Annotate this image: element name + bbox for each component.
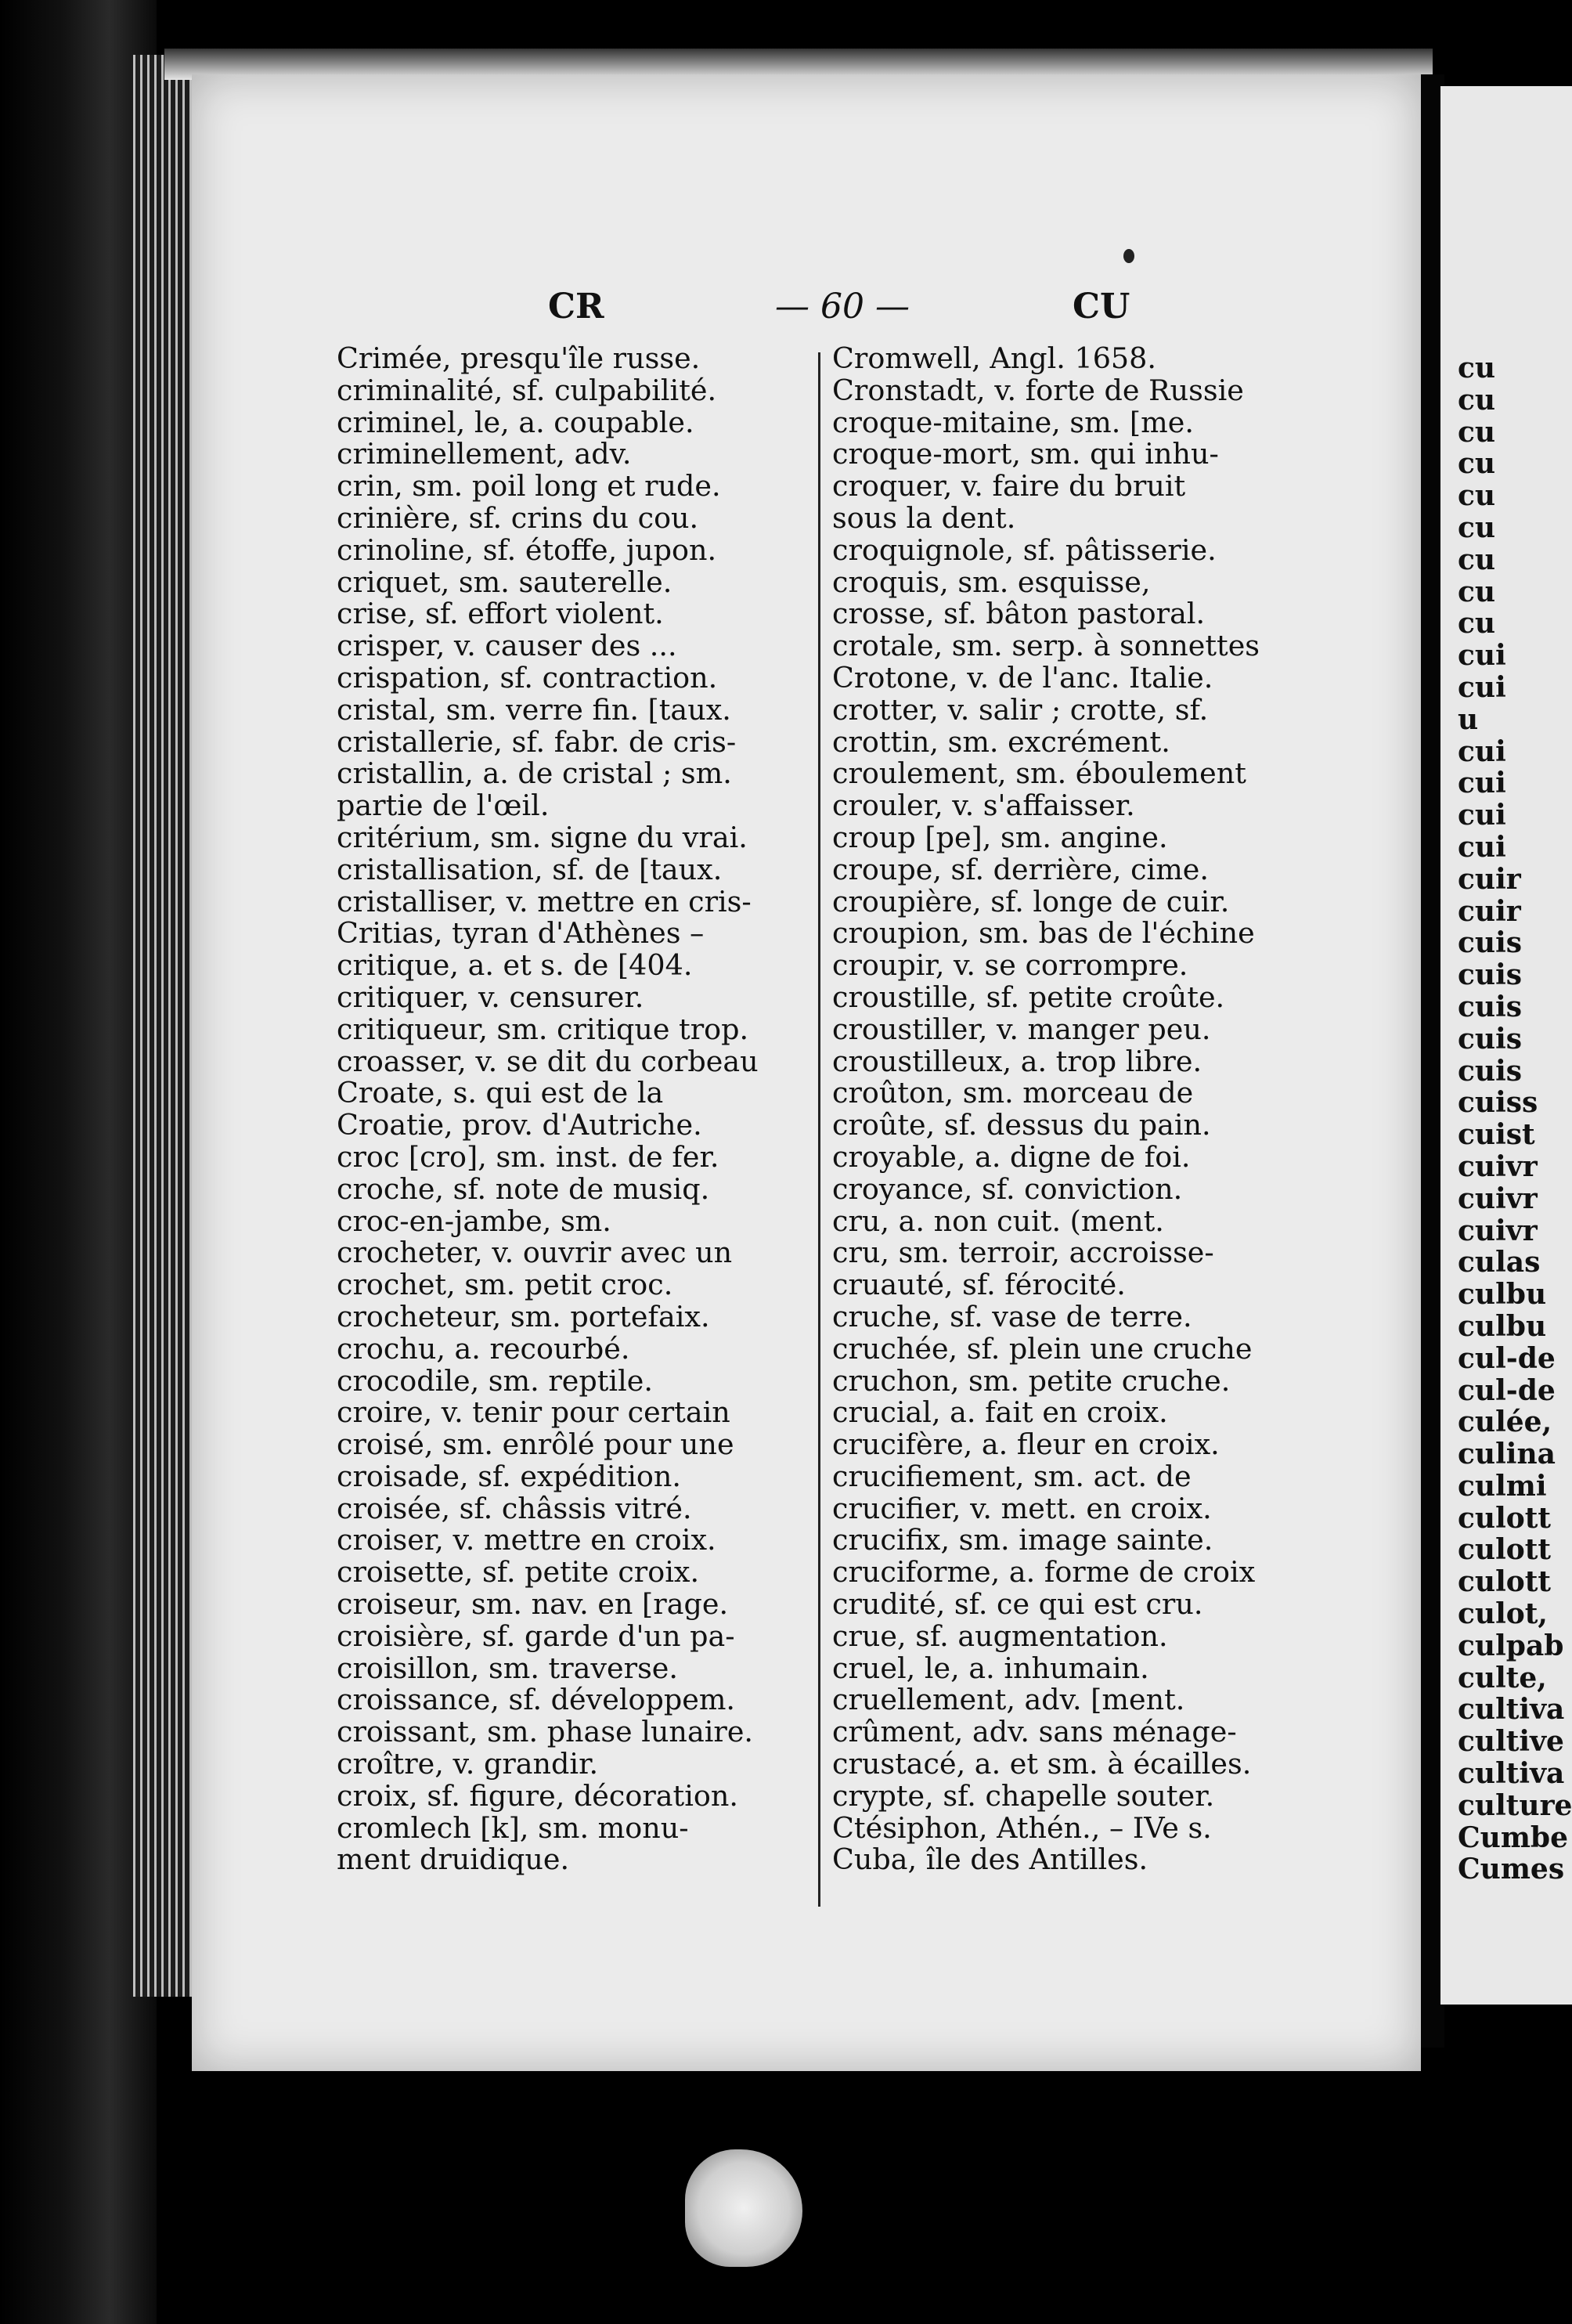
next-page-fragment: culmi [1458, 1469, 1547, 1503]
next-page-fragment: u [1458, 702, 1479, 736]
dictionary-entry: croquis, sm. esquisse, [832, 565, 1151, 599]
dictionary-entry: Croatie, prov. d'Autriche. [337, 1108, 702, 1142]
dictionary-entry: partie de l'œil. [337, 788, 550, 823]
next-page-fragment: cui [1458, 734, 1506, 768]
dictionary-entry: Ctésiphon, Athén., – IVe s. [832, 1810, 1212, 1845]
dictionary-entry: cristalliser, v. mettre en cris- [337, 884, 752, 918]
next-page-fragment: culpab [1458, 1629, 1564, 1662]
dictionary-entry: croc-en-jambe, sm. [337, 1204, 611, 1238]
next-page-fragment: cui [1458, 799, 1506, 832]
dictionary-entry: croissance, sf. développem. [337, 1683, 736, 1717]
dictionary-entry: Critias, tyran d'Athènes – [337, 916, 705, 951]
dictionary-entry: croulement, sm. éboulement [832, 756, 1246, 791]
dictionary-entry: crypte, sf. chapelle souter. [832, 1778, 1215, 1813]
dictionary-entry: crinoline, sf. étoffe, jupon. [337, 532, 717, 567]
dictionary-entry: croix, sf. figure, décoration. [337, 1778, 738, 1813]
next-page-fragment: cuir [1458, 894, 1521, 928]
dictionary-entry: croque-mitaine, sm. [me. [832, 405, 1194, 439]
next-page-edge [1440, 86, 1572, 2005]
dictionary-entry: croustille, sf. petite croûte. [832, 980, 1225, 1014]
dictionary-entry: critiqueur, sm. critique trop. [337, 1012, 749, 1046]
dictionary-entry: crise, sf. effort violent. [337, 597, 664, 631]
next-page-fragment: culas [1458, 1246, 1541, 1279]
dictionary-entry: croc [cro], sm. inst. de fer. [337, 1139, 719, 1174]
dictionary-entry: crocheteur, sm. portefaix. [337, 1299, 710, 1333]
dictionary-entry: cruellement, adv. [ment. [832, 1683, 1185, 1717]
dictionary-entry: criminellement, adv. [337, 437, 632, 471]
next-page-fragment: cultiva [1458, 1757, 1565, 1791]
dictionary-entry: croisade, sf. expédition. [337, 1459, 681, 1493]
dictionary-entry: croupion, sm. bas de l'échine [832, 916, 1255, 951]
next-page-fragment: cu [1458, 479, 1496, 513]
dictionary-entry: croupir, v. se corrompre. [832, 948, 1188, 983]
dictionary-entry: cruel, le, a. inhumain. [832, 1651, 1149, 1685]
dictionary-entry: criminalité, sf. culpabilité. [337, 373, 717, 407]
next-page-fragment: cu [1458, 575, 1496, 608]
dictionary-entry: cruchon, sm. petite cruche. [832, 1363, 1231, 1398]
dictionary-entry: cristallisation, sf. de [taux. [337, 852, 723, 886]
dictionary-entry: cruciforme, a. forme de croix [832, 1555, 1256, 1590]
dictionary-entry: cru, a. non cuit. (ment. [832, 1204, 1164, 1238]
next-page-fragment: cultiva [1458, 1693, 1565, 1727]
page-number: — 60 — [775, 287, 910, 327]
next-page-fragment: cuiss [1458, 1086, 1538, 1120]
next-page-fragment: cuivr [1458, 1182, 1538, 1215]
next-page-fragment: cuis [1458, 990, 1523, 1023]
next-page-fragment: culot, [1458, 1597, 1548, 1631]
dictionary-entry: croûte, sf. dessus du pain. [832, 1108, 1211, 1142]
next-page-fragment: cuivr [1458, 1149, 1538, 1183]
dictionary-entry: Crimée, presqu'île russe. [337, 341, 701, 375]
left-column [337, 343, 814, 1876]
dictionary-entry: cruauté, sf. férocité. [832, 1268, 1126, 1302]
guide-word-left: CR [548, 287, 604, 327]
right-column [832, 343, 1302, 1876]
next-page-fragment: cui [1458, 639, 1506, 673]
dictionary-entry: critiquer, v. censurer. [337, 980, 644, 1014]
dictionary-entry: cromlech [k], sm. monu- [337, 1810, 689, 1845]
next-page-fragment: cu [1458, 383, 1496, 417]
next-page-fragment: cultive [1458, 1725, 1564, 1759]
next-page-fragment: culbu [1458, 1278, 1547, 1312]
dictionary-entry: crottin, sm. excrément. [832, 724, 1170, 759]
dictionary-entry: croissant, sm. phase lunaire. [337, 1715, 754, 1749]
next-page-fragment: culina [1458, 1438, 1556, 1471]
dictionary-entry: croisé, sm. enrôlé pour une [337, 1427, 734, 1462]
dictionary-entry: croyance, sf. conviction. [832, 1171, 1183, 1206]
next-page-fragment: cu [1458, 543, 1496, 576]
guide-word-right: CU [1073, 287, 1130, 327]
next-page-fragment: cuis [1458, 926, 1523, 960]
dictionary-entry: cruchée, sf. plein une cruche [832, 1331, 1253, 1366]
dictionary-entry: crosse, sf. bâton pastoral. [832, 597, 1206, 631]
dictionary-entry: croupe, sf. derrière, cime. [832, 852, 1210, 886]
dictionary-entry: crûment, adv. sans ménage- [832, 1715, 1237, 1749]
dictionary-entry: croque-mort, sm. qui inhu- [832, 437, 1219, 471]
dictionary-entry: croisière, sf. garde d'un pa- [337, 1618, 735, 1653]
dictionary-entry: croasser, v. se dit du corbeau [337, 1044, 759, 1078]
dictionary-entry: cristallerie, sf. fabr. de cris- [337, 724, 737, 759]
dictionary-entry: crucifix, sm. image sainte. [832, 1523, 1213, 1557]
next-page-fragment: cui [1458, 670, 1506, 704]
next-page-fragment: culott [1458, 1533, 1552, 1567]
dictionary-entry: cristal, sm. verre fin. [taux. [337, 692, 731, 727]
next-page-fragment: cuis [1458, 1054, 1523, 1088]
next-page-fragment: culott [1458, 1501, 1552, 1535]
dictionary-entry: crocheter, v. ouvrir avec un [337, 1236, 733, 1270]
dictionary-entry: cruche, sf. vase de terre. [832, 1299, 1192, 1333]
dictionary-entry: croustiller, v. manger peu. [832, 1012, 1211, 1046]
dictionary-entry: critique, a. et s. de [404. [337, 948, 693, 983]
dictionary-entry: croisette, sf. petite croix. [337, 1555, 700, 1590]
dictionary-entry: ment druidique. [337, 1842, 570, 1877]
dictionary-entry: croiseur, sm. nav. en [rage. [337, 1587, 729, 1622]
dictionary-entry: Crotone, v. de l'anc. Italie. [832, 660, 1213, 695]
dictionary-entry: croître, v. grandir. [337, 1747, 599, 1781]
next-page-fragment: cui [1458, 767, 1506, 800]
next-page-fragment: culture [1458, 1788, 1572, 1822]
dictionary-entry: crochet, sm. petit croc. [337, 1268, 673, 1302]
dictionary-entry: Croate, s. qui est de la [337, 1076, 664, 1110]
dictionary-entry: croquignole, sf. pâtisserie. [832, 532, 1217, 567]
next-page-fragment: cul-de [1458, 1341, 1556, 1375]
dictionary-entry: croyable, a. digne de foi. [832, 1139, 1191, 1174]
next-page-fragment: cu [1458, 352, 1496, 384]
next-page-fragment: cu [1458, 511, 1496, 544]
dictionary-entry: crochu, a. recourbé. [337, 1331, 630, 1366]
dictionary-entry: crucifiement, sm. act. de [832, 1459, 1192, 1493]
next-page-fragment: cuis [1458, 958, 1523, 992]
next-page-fragment: cu [1458, 447, 1496, 481]
next-page-fragment: cu [1458, 415, 1496, 449]
dictionary-entry: critérium, sm. signe du vrai. [337, 820, 748, 854]
dictionary-entry: croupière, sf. longe de cuir. [832, 884, 1230, 918]
dictionary-entry: crotter, v. salir ; crotte, sf. [832, 692, 1209, 727]
next-page-fragment: culée, [1458, 1406, 1552, 1439]
dictionary-entry: croire, v. tenir pour certain [337, 1395, 730, 1430]
dictionary-entry: crustacé, a. et sm. à écailles. [832, 1747, 1252, 1781]
next-page-fragment: Cumbe [1458, 1821, 1568, 1854]
dictionary-entry: crucial, a. fait en croix. [832, 1395, 1168, 1430]
ink-spot [1123, 249, 1134, 263]
next-page-fragment: cuir [1458, 862, 1521, 896]
dictionary-entry: cru, sm. terroir, accroisse- [832, 1236, 1214, 1270]
dictionary-entry: crin, sm. poil long et rude. [337, 469, 721, 503]
dictionary-entry: croquer, v. faire du bruit [832, 469, 1186, 503]
dictionary-entry: crouler, v. s'affaisser. [832, 788, 1135, 823]
next-page-fragment: culott [1458, 1565, 1552, 1599]
next-page-fragment: Cumes [1458, 1853, 1565, 1886]
dictionary-entry: croustilleux, a. trop libre. [832, 1044, 1202, 1078]
next-page-fragment: cu [1458, 607, 1496, 641]
dictionary-entry: crucifère, a. fleur en croix. [832, 1427, 1220, 1462]
dictionary-entry: Cromwell, Angl. 1658. [832, 341, 1156, 375]
next-page-fragment: cuivr [1458, 1214, 1538, 1247]
dictionary-entry: croiser, v. mettre en croix. [337, 1523, 716, 1557]
next-page-fragment: culte, [1458, 1661, 1547, 1694]
dictionary-entry: crudité, sf. ce qui est cru. [832, 1587, 1203, 1622]
dictionary-entry: croche, sf. note de musiq. [337, 1171, 710, 1206]
next-page-fragment: culbu [1458, 1309, 1547, 1343]
dictionary-entry: crinière, sf. crins du cou. [337, 500, 699, 535]
dictionary-entry: crisper, v. causer des ... [337, 629, 677, 663]
dictionary-entry: criquet, sm. sauterelle. [337, 565, 672, 599]
next-page-fragment: cul-de [1458, 1373, 1556, 1407]
dictionary-entry: Cuba, île des Antilles. [832, 1842, 1148, 1877]
dictionary-entry: crue, sf. augmentation. [832, 1618, 1168, 1653]
dictionary-entry: Cronstadt, v. forte de Russie [832, 373, 1244, 407]
column-divider [818, 352, 820, 1907]
next-page-fragment: cui [1458, 830, 1506, 864]
dictionary-entry: croûton, sm. morceau de [832, 1076, 1194, 1110]
dictionary-entry: croup [pe], sm. angine. [832, 820, 1168, 854]
dictionary-entry: crispation, sf. contraction. [337, 660, 718, 695]
dictionary-entry: crucifier, v. mett. en croix. [832, 1491, 1212, 1525]
next-page-fragment: cuis [1458, 1022, 1523, 1056]
dictionary-entry: croisée, sf. châssis vitré. [337, 1491, 692, 1525]
dictionary-entry: crotale, sm. serp. à sonnettes [832, 629, 1260, 663]
dictionary-entry: sous la dent. [832, 500, 1016, 535]
next-page-fragments [1458, 352, 1572, 1886]
dictionary-entry: criminel, le, a. coupable. [337, 405, 694, 439]
dictionary-entry: croisillon, sm. traverse. [337, 1651, 679, 1685]
dictionary-entry: cristallin, a. de cristal ; sm. [337, 756, 732, 791]
next-page-fragment: cuist [1458, 1118, 1535, 1152]
dictionary-entry: crocodile, sm. reptile. [337, 1363, 653, 1398]
paper-stain [685, 2149, 802, 2267]
